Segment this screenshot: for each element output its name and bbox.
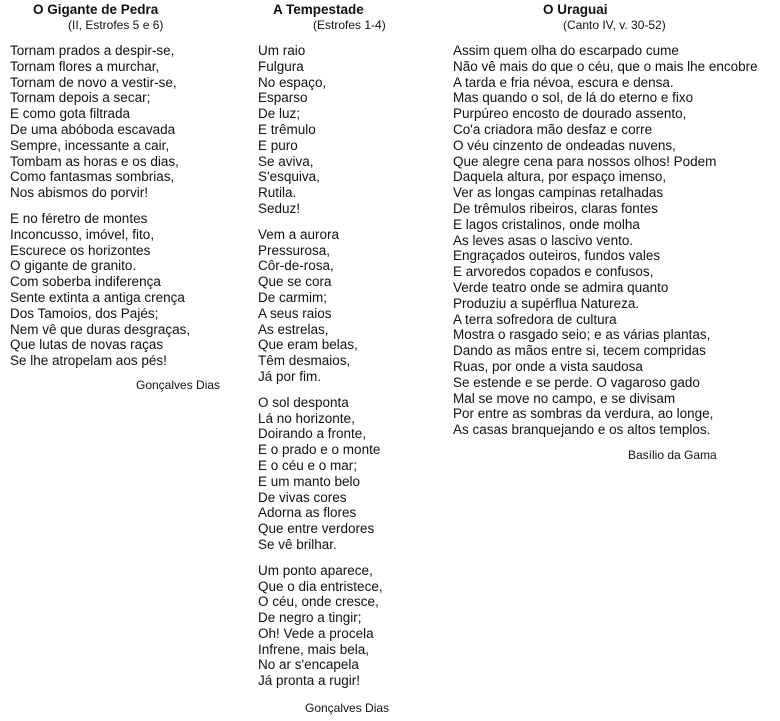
verse-line: Oh! Vede a procela (258, 625, 374, 641)
verse-line: As leves asas o lascivo vento. (453, 232, 634, 248)
verse-line: Sente extinta a antiga crença (10, 289, 185, 305)
poem-subtitle: (II, Estrofes 5 e 6) (68, 18, 164, 32)
verse-line: Mas quando o sol, de lá do eterno e fixo (453, 90, 694, 106)
verse-line: Purpúreo encosto de dourado assento, (453, 106, 687, 122)
verse-line: Mal se move no campo, e se divisam (453, 390, 676, 406)
stanza (258, 227, 448, 385)
verse-line: Côr-de-rosa, (258, 258, 334, 274)
verse-line: E o prado e o monte (258, 442, 381, 458)
verse-line: Ver as longas campinas retalhadas (453, 185, 664, 201)
verse-line: Se vê brilhar. (258, 536, 337, 552)
verse-line: E um manto belo (258, 473, 361, 489)
verse-line: E trêmulo (258, 121, 316, 137)
verse-line: De uma abóboda escavada (10, 121, 176, 137)
verse-line: Se lhe atropelam aos pés! (10, 353, 167, 369)
verse-line: De carmim; (258, 289, 328, 305)
verse-line: Seduz! (258, 200, 301, 216)
verse-line: De trêmulos ribeiros, claras fontes (453, 200, 658, 216)
stanza (258, 395, 448, 553)
verse-line: Com soberba indiferença (10, 274, 161, 290)
verse-line: Nem vê que duras desgraças, (10, 321, 191, 337)
verse-line: Um ponto aparece, (258, 562, 373, 578)
verse-line: De luz; (258, 106, 301, 122)
verse-line: De negro a tingir; (258, 610, 362, 626)
verse-line: Co'a criadora mão desfaz e corre (453, 121, 653, 137)
verse-line: Se aviva, (258, 153, 314, 169)
poem-author: Basílio da Gama (628, 448, 717, 462)
poem-column-gigante (10, 0, 230, 392)
verse-line: O sol desponta (258, 394, 349, 410)
verse-line: Tornam depois a secar; (10, 90, 151, 106)
verse-line: A tarda e fria névoa, escura e densa. (453, 74, 674, 90)
poem-stanzas (453, 43, 775, 438)
poem-title: O Uraguai (543, 2, 608, 17)
verse-line: No ar s'encapela (258, 657, 359, 673)
verse-line: Vem a aurora (258, 226, 340, 242)
verse-line: Pressurosa, (258, 242, 331, 258)
verse-line: E lagos cristalinos, onde molha (453, 216, 640, 232)
poem-author: Gonçalves Dias (305, 701, 390, 715)
verse-line: Inconcusso, imóvel, fito, (10, 226, 155, 242)
verse-line: Ruas, por onde a vista saudosa (453, 358, 643, 374)
verse-line: Infrene, mais bela, (258, 641, 370, 657)
poem-stanzas (10, 43, 230, 369)
verse-line: Daquela altura, por espaço imenso, (453, 169, 667, 185)
verse-line: O céu, onde cresce, (258, 594, 379, 610)
verse-line: Dos Tamoios, dos Pajés; (10, 305, 159, 321)
verse-line: E puro (258, 137, 298, 153)
verse-line: A terra sofredora de cultura (453, 311, 617, 327)
verse-line: Engraçados outeiros, fundos vales (453, 248, 661, 264)
verse-line: Tornam prados a despir-se, (10, 43, 175, 58)
verse-line: Verde teatro onde se admira quanto (453, 279, 669, 295)
poem-subtitle: (Canto IV, v. 30-52) (563, 18, 666, 32)
stanza (258, 563, 448, 689)
verse-line: Um raio (258, 43, 306, 58)
verse-line: Que entre verdores (258, 521, 375, 537)
verse-line: Produziu a supérflua Natureza. (453, 295, 640, 311)
verse-line: Escurece os horizontes (10, 242, 151, 258)
verse-line: Assim quem olha do escarpado cume (453, 43, 679, 58)
poem-author: Gonçalves Dias (136, 378, 221, 392)
verse-line: Que eram belas, (258, 337, 358, 353)
stanza (10, 211, 230, 369)
poem-title: A Tempestade (273, 2, 364, 17)
verse-line: Dando as mãos entre si, tecem compridas (453, 343, 706, 359)
verse-line: O gigante de granito. (10, 258, 137, 274)
verse-line: O véu cinzento de ondeadas nuvens, (453, 137, 676, 153)
verse-line: E o céu e o mar; (258, 457, 358, 473)
verse-line: Que se cora (258, 274, 332, 290)
verse-line: Sempre, incessante a cair, (10, 137, 170, 153)
verse-line: Se estende e se perde. O vagaroso gado (453, 374, 700, 390)
verse-line: Não vê mais do que o céu, que o mais lhe encobre (453, 58, 758, 74)
verse-line: As casas branquejando e os altos templos. (453, 422, 711, 438)
verse-line: Já por fim. (258, 368, 322, 384)
poem-stanzas (258, 43, 448, 689)
verse-line: Nos abismos do porvir! (10, 185, 149, 201)
verse-line: Por entre as sombras da verdura, ao longe, (453, 406, 714, 422)
verse-line: Têm desmaios, (258, 353, 351, 369)
verse-line: Que alegre cena para nossos olhos! Podem (453, 153, 717, 169)
verse-line: E no féretro de montes (10, 210, 148, 226)
verse-line: Adorna as flores (258, 505, 357, 521)
verse-line: Fulgura (258, 58, 304, 74)
poem-column-tempestade (258, 0, 448, 715)
verse-line: De vivas cores (258, 489, 347, 505)
verse-line: Rutila. (258, 185, 297, 201)
stanza (258, 43, 448, 217)
verse-line: Que lutas de novas raças (10, 337, 164, 353)
verse-line: Já pronta a rugir! (258, 673, 361, 689)
verse-line: Como fantasmas sombrias, (10, 169, 175, 185)
verse-line: S'esquiva, (258, 169, 320, 185)
verse-line: No espaço, (258, 74, 327, 90)
verse-line: E arvoredos copados e confusos, (453, 264, 654, 280)
poem-title: O Gigante de Pedra (33, 2, 159, 17)
stanza (453, 43, 775, 438)
verse-line: Que o dia entristece, (258, 578, 383, 594)
verse-line: Doirando a fronte, (258, 426, 367, 442)
poem-subtitle: (Estrofes 1-4) (313, 18, 386, 32)
verse-line: Esparso (258, 90, 308, 106)
poem-column-uraguai (453, 0, 775, 462)
verse-line: A seus raios (258, 305, 332, 321)
verse-line: E como gota filtrada (10, 106, 131, 122)
verse-line: Mostra o rasgado seio; e as várias plantas, (453, 327, 711, 343)
verse-line: Lá no horizonte, (258, 410, 355, 426)
verse-line: Tornam de novo a vestir-se, (10, 74, 177, 90)
verse-line: As estrelas, (258, 321, 329, 337)
stanza (10, 43, 230, 201)
verse-line: Tornam flores a murchar, (10, 58, 160, 74)
verse-line: Tombam as horas e os dias, (10, 153, 179, 169)
